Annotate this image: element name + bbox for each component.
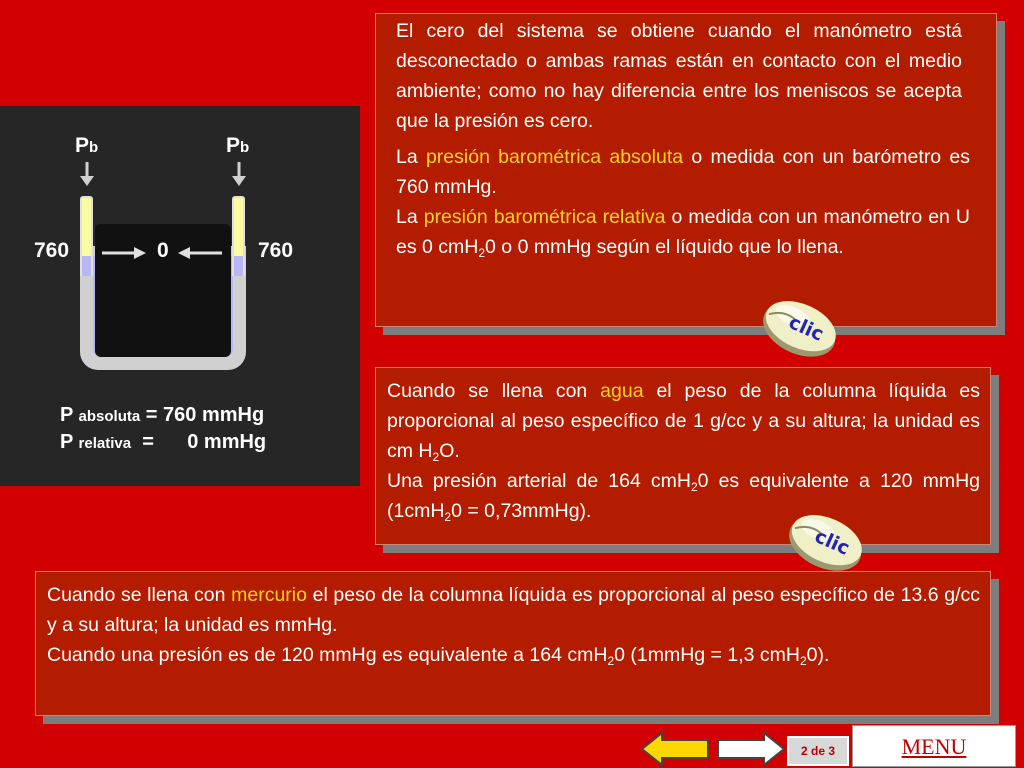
center-level-value: 0 (157, 239, 169, 262)
clic-mouse-button-2[interactable] (784, 506, 868, 578)
mouse-icon (784, 506, 868, 578)
meniscus-arrow-left-icon (178, 247, 222, 259)
arrows (0, 106, 360, 306)
pb-right-label: Pb (226, 134, 250, 157)
forward-arrow-button[interactable] (714, 730, 786, 768)
back-arrow-icon (642, 733, 708, 765)
absolute-pressure-text: La presión barométrica absoluta o medida con un barómetro es 760 mmHg. (396, 146, 970, 198)
relative-pressure-text: La presión barométrica relativa o medida con un manómetro en U es 0 cmH$_2$0 o 0 mmHg según el líquido que lo llena. (396, 206, 970, 260)
mouse-icon (758, 292, 842, 364)
meniscus-arrow-right-icon (102, 247, 146, 259)
relative-pressure-formula: P relativa = 0 mmHg (60, 431, 267, 453)
barometric-pressure-box (375, 13, 997, 327)
water-text: Cuando se llena con agua el peso de la columna líquida es proporcional al peso específico de 1 g/cc y a su altura; la unidad es cm $H_2O$. (387, 380, 980, 464)
page-indicator: 2 de 3 (787, 736, 849, 766)
absolute-pressure-formula: P absoluta = 760 mmHg (60, 404, 265, 426)
forward-arrow-icon (718, 733, 784, 765)
clic-label-1: clic (785, 311, 827, 346)
arterial-pressure-text: Una presión arterial de 164 cmH$_2$0 es equivalente a 120 mmHg (1cmH$_2$0 = 0,73mmHg). (387, 470, 980, 524)
left-level-value: 760 (34, 239, 70, 262)
water-filled-box (375, 367, 991, 545)
mercury-filled-box (35, 571, 991, 716)
mercury-text: Cuando se llena con mercurio el peso de la columna líquida es proporcional al peso específico de 13.6 g/cc y a su altura; la unidad es mmHg. (47, 584, 980, 636)
mercury-equivalence-text: Cuando una presión es de 120 mmHg es equivalente a 164 cmH$_2$0 (1mmHg = 1,3 cmH$_2$0). (47, 644, 830, 668)
pb-right-arrow-icon (232, 162, 246, 186)
manometer-diagram (0, 106, 360, 486)
clic-mouse-button-1[interactable] (758, 292, 842, 364)
zero-system-text: El cero del sistema se obtiene cuando el manómetro está desconectado o ambas ramas están en contacto con el medio ambiente; como no hay diferencia entre los meniscos se acepta que la presión es cero. (396, 20, 962, 132)
clic-label-2: clic (811, 525, 853, 560)
pb-left-label: Pb (75, 134, 99, 157)
pb-left-arrow-icon (80, 162, 94, 186)
menu-button[interactable]: MENU (852, 725, 1016, 767)
right-level-value: 760 (258, 239, 294, 262)
back-arrow-button[interactable] (640, 730, 712, 768)
